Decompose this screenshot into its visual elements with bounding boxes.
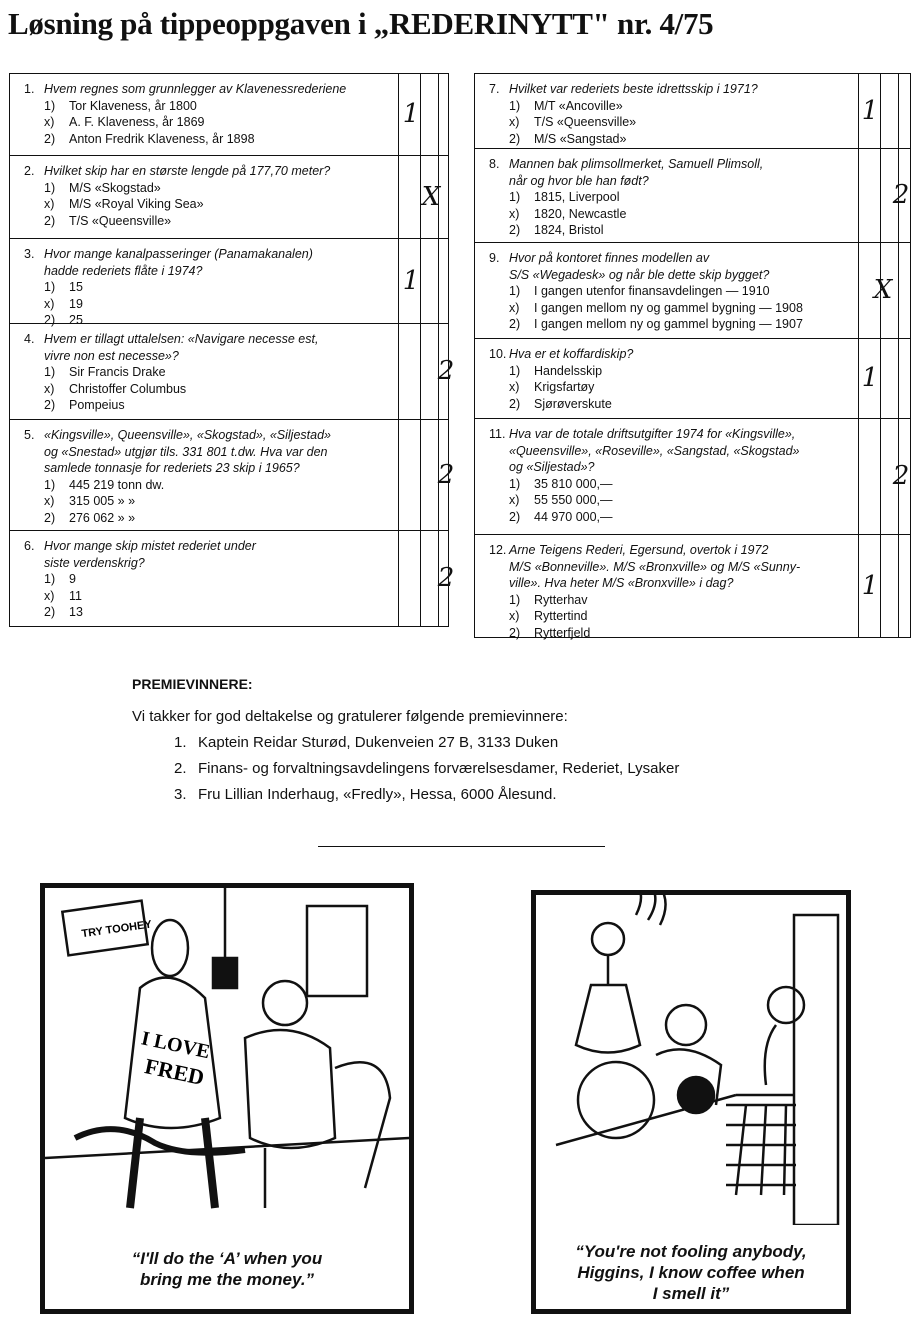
option-text: Christoffer Columbus — [69, 381, 187, 396]
cartoon-right — [531, 890, 851, 1314]
answer-option — [489, 363, 854, 380]
question-prompt: «Kingsville», Queensville», «Skogstad», «Siljestad» og «Snestad» utgjør tils. 331 801 t.dw. Hva var den samlede tonnasje for rederiets 23 skip i 1965? — [44, 428, 331, 475]
option-text: I gangen mellom ny og gammel bygning — 1908 — [534, 300, 803, 315]
question-number: 2. — [24, 164, 35, 178]
question-prompt: Arne Teigens Rederi, Egersund, overtok i 1972 M/S «Bonneville». M/S «Bronxville» og M/S «Sunny- ville». Hva heter M/S «Bronxville» i dag? — [509, 543, 801, 590]
cartoon-sign-text: TRY TOOHEY — [80, 918, 153, 941]
option-text: 13 — [69, 605, 83, 619]
option-key: 1) — [509, 592, 521, 607]
option-key: x) — [509, 300, 520, 315]
option-text: 1824, Bristol — [534, 223, 604, 237]
option-text: Ryttertind — [534, 609, 588, 623]
option-text: 445 219 tonn dw. — [69, 477, 165, 492]
question-header — [24, 163, 394, 180]
option-text: M/T «Ancoville» — [534, 98, 623, 113]
option-key: x) — [44, 197, 55, 211]
answer-option — [489, 222, 854, 239]
question-header — [489, 542, 854, 592]
option-key: 2) — [509, 625, 521, 640]
question-header — [24, 427, 394, 477]
question-number: 6. — [24, 539, 35, 553]
question-prompt: Hvilket var rederiets beste idrettsskip i 1971? — [509, 82, 758, 96]
question-prompt: Hvilket skip har en største lengde på 177,70 meter? — [44, 164, 331, 178]
option-key: 1) — [509, 476, 521, 491]
question-header — [489, 250, 854, 283]
winner-text: Fru Lillian Inderhaug, «Fredly», Hessa, 6000 Ålesund. — [198, 786, 557, 803]
answer-column-line — [438, 74, 439, 155]
answer-option — [489, 131, 854, 148]
option-text: 1815, Liverpool — [534, 190, 620, 204]
option-key: x) — [509, 115, 520, 129]
question-row — [475, 535, 910, 638]
question-header — [489, 346, 854, 363]
winner-number: 1. — [174, 734, 187, 751]
cartoon-left-caption: “I'll do the ‘A’ when you bring me the money.” — [131, 1249, 323, 1289]
option-text: 55 550 000,— — [534, 493, 613, 507]
divider-line — [318, 846, 605, 847]
answer-column-line — [398, 324, 399, 419]
option-key: 1) — [44, 180, 56, 195]
question-text-block — [10, 420, 398, 526]
answer-option — [24, 213, 394, 230]
question-row — [10, 420, 455, 531]
question-prompt: Hvem regnes som grunnlegger av Klavenessrederiene — [44, 82, 347, 96]
winner-text: Kaptein Reidar Sturød, Dukenveien 27 B, 3133 Duken — [198, 734, 559, 751]
answer-option — [24, 493, 394, 510]
question-text-block — [475, 339, 858, 412]
winner-number: 3. — [174, 786, 187, 803]
option-text: T/S «Queensville» — [69, 213, 172, 228]
question-text-block — [475, 243, 858, 333]
option-text: I gangen utenfor finansavdelingen — 1910 — [534, 284, 770, 298]
option-text: Rytterhav — [534, 592, 588, 607]
option-text: 315 005 » » — [69, 494, 136, 508]
answer-option — [489, 592, 854, 609]
answer-mark: 2 — [437, 459, 455, 490]
option-text: Sjørøverskute — [534, 396, 612, 411]
answer-option — [24, 588, 394, 605]
answer-column-line — [858, 149, 859, 242]
question-header — [24, 246, 394, 279]
answer-option — [489, 625, 854, 642]
question-text-block — [10, 531, 398, 621]
answer-column-line — [420, 324, 421, 419]
answer-option — [489, 98, 854, 115]
answer-mark: X — [873, 275, 893, 305]
question-row — [475, 149, 910, 243]
winners-heading: PREMIEVINNERE: — [132, 676, 253, 692]
answer-mark: 2 — [892, 180, 910, 210]
question-row — [475, 339, 910, 419]
question-prompt: Hvor mange skip mistet rederiet under siste verdenskrig? — [44, 539, 256, 570]
question-row — [10, 74, 448, 156]
answer-option — [24, 364, 394, 381]
question-text-block — [475, 149, 858, 239]
answer-column-line — [398, 420, 399, 530]
option-text: 1820, Newcastle — [534, 206, 627, 221]
answer-column-line — [858, 243, 859, 338]
quiz-grid-right — [474, 73, 911, 638]
option-key: x) — [44, 588, 55, 603]
answer-option — [24, 114, 394, 131]
option-text: M/S «Skogstad» — [69, 180, 161, 195]
winner-number: 2. — [174, 760, 187, 777]
answer-column-line — [438, 239, 439, 323]
option-key: x) — [44, 296, 55, 311]
question-number: 8. — [489, 157, 500, 171]
question-number: 9. — [489, 251, 500, 265]
answer-mark: 2 — [437, 563, 455, 593]
answer-option — [24, 477, 394, 494]
question-prompt: Mannen bak plimsollmerket, Samuell Plimsoll, når og hvor ble han født? — [509, 157, 764, 188]
answer-column-line — [858, 419, 859, 534]
answer-option — [24, 397, 394, 414]
question-number: 7. — [489, 82, 500, 96]
answer-column-line — [898, 339, 899, 418]
option-text: 276 062 » » — [69, 510, 136, 525]
question-header — [489, 156, 854, 189]
winner-text: Finans- og forvaltningsavdelingens forværelsesdamer, Rederiet, Lysaker — [198, 760, 680, 777]
answer-column-line — [398, 74, 399, 155]
option-key: 1) — [509, 363, 521, 378]
option-key: 2) — [44, 398, 56, 412]
question-row — [10, 324, 455, 420]
cartoon-right-illustration — [536, 895, 846, 1225]
answer-column-line — [398, 531, 399, 626]
question-number: 4. — [24, 332, 35, 346]
option-text: 44 970 000,— — [534, 509, 613, 524]
question-number: 11. — [489, 427, 506, 441]
answer-column-line — [880, 149, 881, 242]
option-key: x) — [44, 494, 55, 508]
option-text: 19 — [69, 296, 83, 311]
answer-column-line — [398, 239, 399, 323]
question-header — [24, 81, 394, 98]
answer-mark: 1 — [861, 570, 879, 601]
question-row — [10, 156, 448, 239]
answer-option — [489, 189, 854, 206]
option-key: 1) — [44, 365, 56, 379]
option-key: x) — [44, 381, 55, 396]
answer-option — [24, 604, 394, 621]
answer-mark: 1 — [861, 363, 879, 393]
option-key: 2) — [44, 313, 56, 327]
question-number: 5. — [24, 428, 35, 442]
answer-option — [489, 379, 854, 396]
question-text-block — [10, 74, 398, 147]
option-key: x) — [509, 380, 520, 394]
option-key: 1) — [509, 284, 521, 298]
answer-option — [24, 131, 394, 148]
option-key: 2) — [509, 317, 521, 331]
answer-option — [489, 608, 854, 625]
answer-option — [489, 492, 854, 509]
option-text: T/S «Queensville» — [534, 115, 637, 129]
page-title: Løsning på tippeoppgaven i „REDERINYTT" nr. 4/75 — [8, 6, 714, 41]
option-text: Rytterfjeld — [534, 625, 591, 640]
option-text: Sir Francis Drake — [69, 365, 166, 379]
answer-option — [24, 196, 394, 213]
answer-option — [24, 510, 394, 527]
answer-column-line — [898, 535, 899, 637]
answer-mark: X — [421, 181, 441, 212]
answer-option — [489, 476, 854, 493]
question-header — [24, 331, 394, 364]
option-key: 2) — [509, 396, 521, 411]
cartoon-left — [40, 883, 414, 1314]
answer-option — [24, 381, 394, 398]
option-text: 35 810 000,— — [534, 476, 613, 491]
option-key: 2) — [44, 131, 56, 146]
answer-option — [489, 396, 854, 413]
option-key: 1) — [44, 477, 56, 492]
option-text: 11 — [69, 588, 82, 603]
question-number: 12. — [489, 543, 507, 557]
question-prompt: Hva var de totale driftsutgifter 1974 for «Kingsville», «Queensville», «Roseville», «Sangstad, «Skogstad» og «Siljestad»? — [509, 427, 800, 474]
winner-item — [174, 734, 558, 751]
answer-option — [489, 114, 854, 131]
option-text: 9 — [69, 572, 76, 586]
option-text: M/S «Sangstad» — [534, 131, 627, 146]
answer-mark: 1 — [402, 265, 420, 296]
winner-item — [174, 760, 679, 777]
option-text: M/S «Royal Viking Sea» — [69, 197, 204, 211]
option-key: 2) — [509, 223, 521, 237]
question-text-block — [10, 324, 398, 414]
answer-mark: 2 — [437, 356, 455, 386]
question-number: 3. — [24, 247, 35, 261]
question-header — [24, 538, 394, 571]
question-row — [475, 419, 910, 535]
option-key: x) — [44, 115, 55, 129]
option-key: 2) — [44, 510, 56, 525]
winners-intro: Vi takker for god deltakelse og gratulerer følgende premievinnere: — [132, 708, 568, 725]
question-text-block — [10, 156, 398, 229]
option-text: Pompeius — [69, 398, 125, 412]
answer-option — [24, 296, 394, 313]
question-row — [475, 243, 910, 339]
question-text-block — [475, 419, 858, 525]
answer-option — [489, 300, 854, 317]
answer-option — [24, 571, 394, 588]
option-text: A. F. Klaveness, år 1869 — [69, 115, 205, 129]
option-key: 2) — [44, 213, 56, 228]
winner-item — [174, 786, 557, 803]
answer-option — [24, 180, 394, 197]
option-key: 1) — [44, 98, 56, 113]
answer-option — [24, 279, 394, 296]
cartoon-right-caption: “You're not fooling anybody, Higgins, I know coffee when I smell it” — [575, 1242, 807, 1303]
question-prompt: Hvor på kontoret finnes modellen av S/S «Wegadesk» og når ble dette skip bygget? — [509, 251, 770, 282]
shirt-text-line2: FRED — [142, 1053, 207, 1091]
option-key: 1) — [44, 280, 56, 294]
option-key: x) — [509, 609, 520, 623]
question-number: 10. — [489, 347, 507, 361]
question-number: 1. — [24, 82, 35, 96]
option-key: 2) — [44, 605, 56, 619]
option-key: 2) — [509, 509, 521, 524]
question-text-block — [475, 74, 858, 147]
answer-column-line — [420, 420, 421, 530]
option-text: 15 — [69, 280, 83, 294]
answer-column-line — [420, 531, 421, 626]
answer-option — [24, 98, 394, 115]
answer-column-line — [898, 74, 899, 148]
option-key: 1) — [44, 572, 56, 586]
option-text: Tor Klaveness, år 1800 — [69, 98, 197, 113]
answer-option — [489, 283, 854, 300]
answer-option — [489, 509, 854, 526]
answer-mark: 1 — [402, 99, 420, 129]
shirt-text-line1: I LOVE — [139, 1027, 212, 1064]
question-row — [10, 531, 455, 627]
option-text: 25 — [69, 313, 83, 327]
question-row — [10, 239, 448, 327]
answer-column-line — [880, 419, 881, 534]
answer-column-line — [398, 156, 399, 238]
option-key: x) — [509, 206, 520, 221]
answer-option — [489, 316, 854, 333]
quiz-grid-left — [9, 73, 455, 627]
question-header — [489, 81, 854, 98]
question-prompt: Hva er et koffardiskip? — [509, 347, 634, 361]
answer-mark: 2 — [892, 461, 910, 491]
answer-column-line — [898, 243, 899, 338]
option-text: Handelsskip — [534, 363, 603, 378]
option-key: 2) — [509, 131, 521, 146]
cartoon-left-illustration — [45, 888, 409, 1218]
option-key: 1) — [509, 190, 521, 204]
question-header — [489, 426, 854, 476]
option-key: x) — [509, 493, 520, 507]
question-text-block — [10, 239, 398, 329]
option-text: Krigsfartøy — [534, 380, 595, 394]
answer-mark: 1 — [861, 95, 879, 126]
option-text: Anton Fredrik Klaveness, år 1898 — [69, 131, 255, 146]
question-text-block — [475, 535, 858, 641]
option-key: 1) — [509, 98, 521, 113]
question-prompt: Hvem er tillagt uttalelsen: «Navigare necesse est, vivre non est necesse»? — [44, 332, 319, 363]
answer-option — [489, 206, 854, 223]
question-prompt: Hvor mange kanalpasseringer (Panamakanalen) hadde rederiets flåte i 1974? — [44, 247, 313, 278]
question-row — [475, 74, 910, 149]
option-text: I gangen mellom ny og gammel bygning — 1907 — [534, 317, 803, 331]
